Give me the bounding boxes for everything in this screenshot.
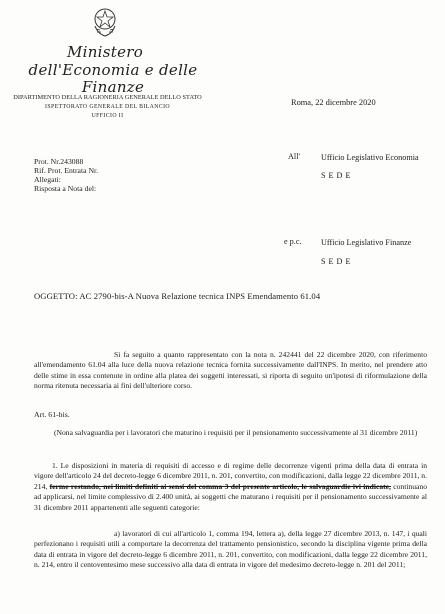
recipient-label: All' [288, 152, 300, 161]
article-subtitle: (Nona salvaguardia per i lavoratori che maturino i requisiti per il pensionamento successivamente al 31 dicembre 2011) [54, 428, 418, 437]
paragraph-1 [34, 461, 427, 513]
department-name: DIPARTIMENTO DELLA RAGIONERIA GENERALE DELLO STATO [13, 94, 202, 101]
reference-protocol: Rif. Prot. Entrata Nr. [34, 166, 99, 175]
subject-line: OGGETTO: AC 2790-bis-A Nuova Relazione tecnica INPS Emendamento 61.04 [34, 291, 321, 301]
paragraph-1-end: continuano ad applicarsi, nel limite complessivo di 2.400 unità, ai soggetti che maturano i requisiti per il pensionamento successivamente al 31 dicembre 2011 appartenenti alle seguenti categorie: [34, 481, 427, 512]
ministry-title-line2: dell'Economia e delle Finanze [28, 61, 198, 96]
cc-office: Ufficio Legislativo Finanze [321, 238, 412, 247]
article-title: Art. 61-bis. [34, 410, 70, 419]
paragraph-1-struck-text: ferme restando, nei limiti definiti ai sensi del comma 3 del presente articolo, le salvaguardie ivi indicate, [49, 481, 391, 491]
attachments-label: Allegati: [34, 175, 61, 184]
item-a: a) lavoratori di cui all'articolo 1, comma 194, lettera a), della legge 27 dicembre 2013, n. 147, i quali perfezionano i requisiti utili a comportare la decorrenza del trattamento pensionistico, secondo la disciplina vigente prima della data di entrata in vigore del decreto-legge 6 dicembre 2011, n. 201, convertito, con modificazioni, dalla legge 22 dicembre 2011, n. 214, entro il centoventesimo mese successivo alla data di entrata in vigore del medesimo decreto-legge n. 201 del 2011; [34, 529, 427, 570]
intro-paragraph: Si fa seguito a quanto rappresentato con la nota n. 242441 del 22 dicembre 2020, con riferimento all'emendamento 61.04 alla luce della nuova relazione tecnica fornita successivamente dall'INPS. In merito, nel prendere atto delle stime in essa contenute in ordine alla platea dei soggetti interessati, si riporta di seguito un'ipotesi di riformulazione della norma ritenuta necessaria ai fini dell'ulteriore corso. [34, 350, 427, 391]
letter-date: Roma, 22 dicembre 2020 [291, 98, 376, 107]
italian-republic-emblem-icon [92, 6, 118, 38]
recipient-office: Ufficio Legislativo Economia [321, 153, 419, 162]
inspectorate-name: ISPETTORATO GENERALE DEL BILANCIO [45, 104, 170, 110]
reply-to-note-label: Risposta a Nota del: [34, 184, 97, 193]
protocol-number: Prot. Nr.243088 [34, 157, 84, 166]
paragraph-1-start: 1. Le disposizioni in materia di requisiti di accesso e di regime delle decorrenze vigenti prima della data di entrata in vigore dell'articolo 24 del decreto-legge 6 dicembre 2011, n. 201, convertito, con modificazioni, dalla legge 22 dicembre 2011, n. 214, [34, 461, 427, 491]
ministry-title-line1: Ministero [66, 43, 144, 61]
recipient-sede: SEDE [321, 171, 354, 180]
cc-label: e p.c. [284, 237, 302, 246]
cc-sede: SEDE [321, 257, 354, 266]
office-name: UFFICIO II [91, 113, 124, 119]
